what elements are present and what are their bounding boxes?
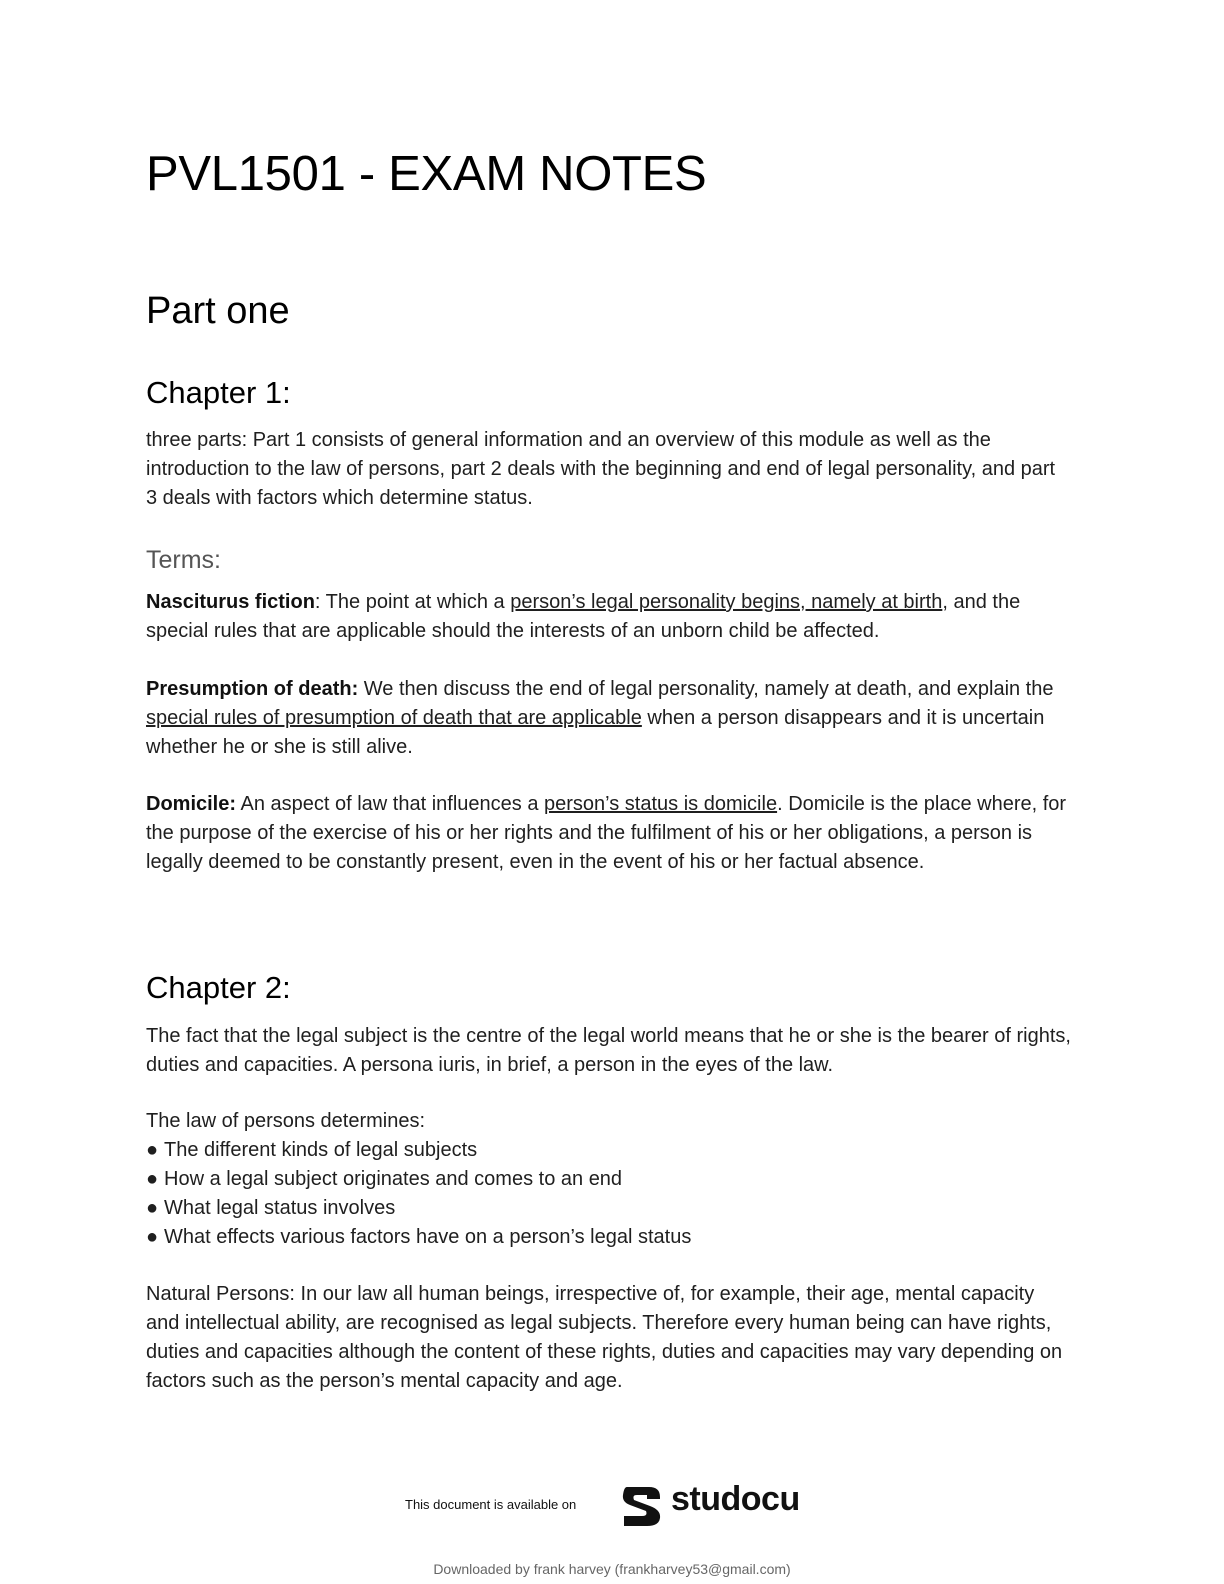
list-item [146, 1223, 691, 1252]
chapter-2-intro: The fact that the legal subject is the centre of the legal world means that he or she is the bearer of rights, duties and capacities. A persona iuris, in brief, a person in the eyes of the law. [146, 1025, 1071, 1076]
bullet-icon: ● [146, 1168, 159, 1190]
term-presumption-of-death [146, 675, 1071, 762]
term-text-before: An aspect of law that influences a [236, 793, 544, 815]
term-text-after: , and the special rules that are applicable should the interests of an unborn child be affected. [146, 591, 1021, 642]
bullet-icon: ● [146, 1197, 159, 1219]
term-label: Presumption of death: [146, 678, 359, 700]
term-label: Nasciturus fiction [146, 591, 315, 613]
term-text-after: when a person disappears and it is uncertain whether he or she is still alive. [146, 707, 1045, 758]
term-separator: : T [314, 591, 338, 613]
downloaded-by: Downloaded by frank harvey (frankharvey53@gmail.com) [433, 1561, 791, 1577]
list-item-text: How a legal subject originates and comes to an end [164, 1168, 623, 1190]
term-domicile [146, 790, 1071, 877]
term-underlined-text: person’s status is domicile [544, 793, 778, 815]
list-lead: The law of persons determines: [146, 1110, 426, 1132]
bullet-icon: ● [146, 1139, 159, 1161]
term-nasciturus-fiction [146, 588, 1071, 646]
term-text-before: We then discuss the end of legal personality, namely at death, and explain the [358, 678, 1054, 700]
term-text-before: he point at which a [337, 591, 511, 613]
list-item-text: What legal status involves [164, 1197, 396, 1219]
term-text-after: . Domicile is the place where, for the purpose of the exercise of his or her rights and the fulfilment of his or her obligations, a person is legally deemed to be constantly present, even in the event of his or her factual absence. [146, 793, 1067, 873]
term-underlined-text: special rules of presumption of death that are applicable [146, 707, 642, 729]
natural-persons-paragraph: Natural Persons: In our law all human beings, irrespective of, for example, their age, mental capacity and intellectual ability, are recognised as legal subjects. Therefore every human being can have rights, duties and capacities although the content of these rights, duties and capacities may vary depending on factors such as the person’s mental capacity and age. [146, 1283, 1063, 1392]
term-underlined-text: person’s legal personality begins, namely at birth [510, 591, 943, 613]
chapter-1-heading: Chapter 1: [146, 375, 291, 410]
law-of-persons-list [146, 1136, 691, 1252]
list-item [146, 1165, 691, 1194]
document-title: PVL1501 - EXAM NOTES [146, 147, 707, 201]
list-item-text: What effects various factors have on a person’s legal status [164, 1226, 692, 1248]
studocu-brand[interactable]: studocu [671, 1480, 800, 1518]
terms-heading: Terms: [146, 546, 221, 574]
bullet-icon: ● [146, 1226, 159, 1248]
list-item [146, 1194, 691, 1223]
footer-available-text: This document is available on [405, 1497, 577, 1512]
studocu-logo-icon[interactable] [620, 1482, 666, 1528]
list-item-text: The different kinds of legal subjects [164, 1139, 478, 1161]
list-item [146, 1136, 691, 1165]
part-heading: Part one [146, 290, 290, 332]
chapter-2-heading: Chapter 2: [146, 970, 291, 1005]
term-label: Domicile: [146, 793, 237, 815]
chapter-1-intro: three parts: Part 1 consists of general information and an overview of this module as well as the introduction to the law of persons, part 2 deals with the beginning and end of legal personality, and part 3 deals with factors which determine status. [146, 429, 1056, 509]
